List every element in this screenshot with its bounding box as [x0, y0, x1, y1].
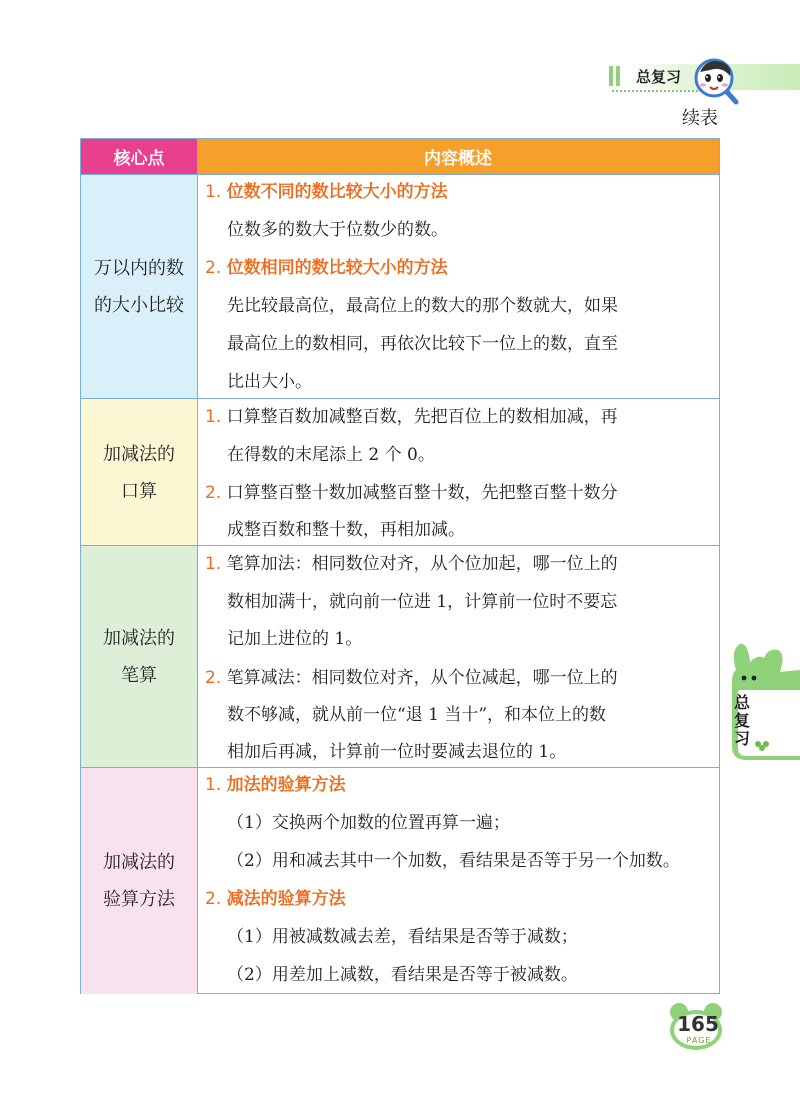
content-heading: 2. 减法的验算方法: [205, 889, 346, 909]
row-category: [81, 399, 198, 546]
content-line: 最高位上的数相同，再依次比较下一位上的数，直至: [227, 334, 618, 354]
content-line: 位数多的数大于位数少的数。: [227, 220, 448, 240]
category-line: 的大小比较: [94, 295, 184, 316]
content-line: 1. 笔算加法：相同数位对齐，从个位加起，哪一位上的: [205, 554, 618, 574]
category-line: 笔算: [121, 665, 157, 686]
category-line: 加减法的: [103, 628, 175, 649]
category-line: 验算方法: [103, 889, 175, 910]
table-row: [81, 545, 719, 768]
row-content: [205, 768, 713, 994]
row-content: [205, 399, 713, 546]
category-line: 口算: [121, 480, 157, 502]
row-content: [205, 546, 713, 768]
category-line: 加减法的: [103, 852, 175, 873]
content-heading: 1. 加法的验算方法: [205, 775, 346, 795]
side-tab-label: 总 复 习: [734, 693, 751, 748]
content-line: 相加后再减，计算前一位时要减去退位的 1。: [227, 742, 567, 762]
content-line: 2. 笔算减法：相同数位对齐，从个位减起，哪一位上的: [205, 668, 618, 688]
summary-table: [80, 138, 720, 994]
row-category: [81, 175, 198, 399]
row-category: [81, 546, 198, 768]
content-line: 先比较最高位，最高位上的数大的那个数就大，如果: [227, 296, 618, 316]
content-line: 数相加满十，就向前一位进 1，计算前一位时不要忘: [227, 592, 618, 612]
content-line: 2. 口算整百整十数加减整百整十数，先把整百整十数分: [205, 483, 618, 503]
content-line: 1. 口算整百数加减整百数，先把百位上的数相加减，再: [205, 407, 618, 427]
continued-label: 续表: [682, 108, 718, 129]
content-line: 数不够减，就从前一位“退 1 当十”，和本位上的数: [227, 705, 607, 725]
page-number: 165: [677, 1012, 719, 1036]
content-line: 记加上进位的 1。: [227, 629, 363, 649]
content-line: 成整百数和整十数，再相加减。: [227, 520, 465, 540]
page-word: PAGE: [686, 1036, 712, 1045]
row-category: [81, 768, 198, 994]
content-heading: 1. 位数不同的数比较大小的方法: [205, 182, 448, 202]
content-line: （1）用被减数减去差，看结果是否等于减数；: [227, 927, 578, 947]
content-line: 比出大小。: [227, 372, 312, 392]
table-row: [81, 767, 719, 994]
table-header-core-point: 核心点: [81, 139, 197, 174]
category-line: 加减法的: [103, 443, 175, 465]
table-header-content-summary: 内容概述: [197, 139, 719, 174]
content-line: 在得数的末尾添上 2 个 0。: [227, 445, 435, 465]
header-bars: [609, 66, 620, 86]
table-row: [81, 174, 719, 399]
category-line: 万以内的数: [94, 258, 184, 279]
section-title: 总复习: [636, 68, 682, 86]
table-row: [81, 398, 719, 546]
mascot-magnifier-icon: [692, 56, 740, 106]
content-line: （1）交换两个加数的位置再算一遍；: [227, 813, 510, 833]
content-line: （2）用和减去其中一个加数，看结果是否等于另一个加数。: [227, 851, 680, 871]
content-heading: 2. 位数相同的数比较大小的方法: [205, 258, 448, 278]
row-content: [205, 175, 713, 399]
content-line: （2）用差加上减数，看结果是否等于被减数。: [227, 965, 578, 985]
